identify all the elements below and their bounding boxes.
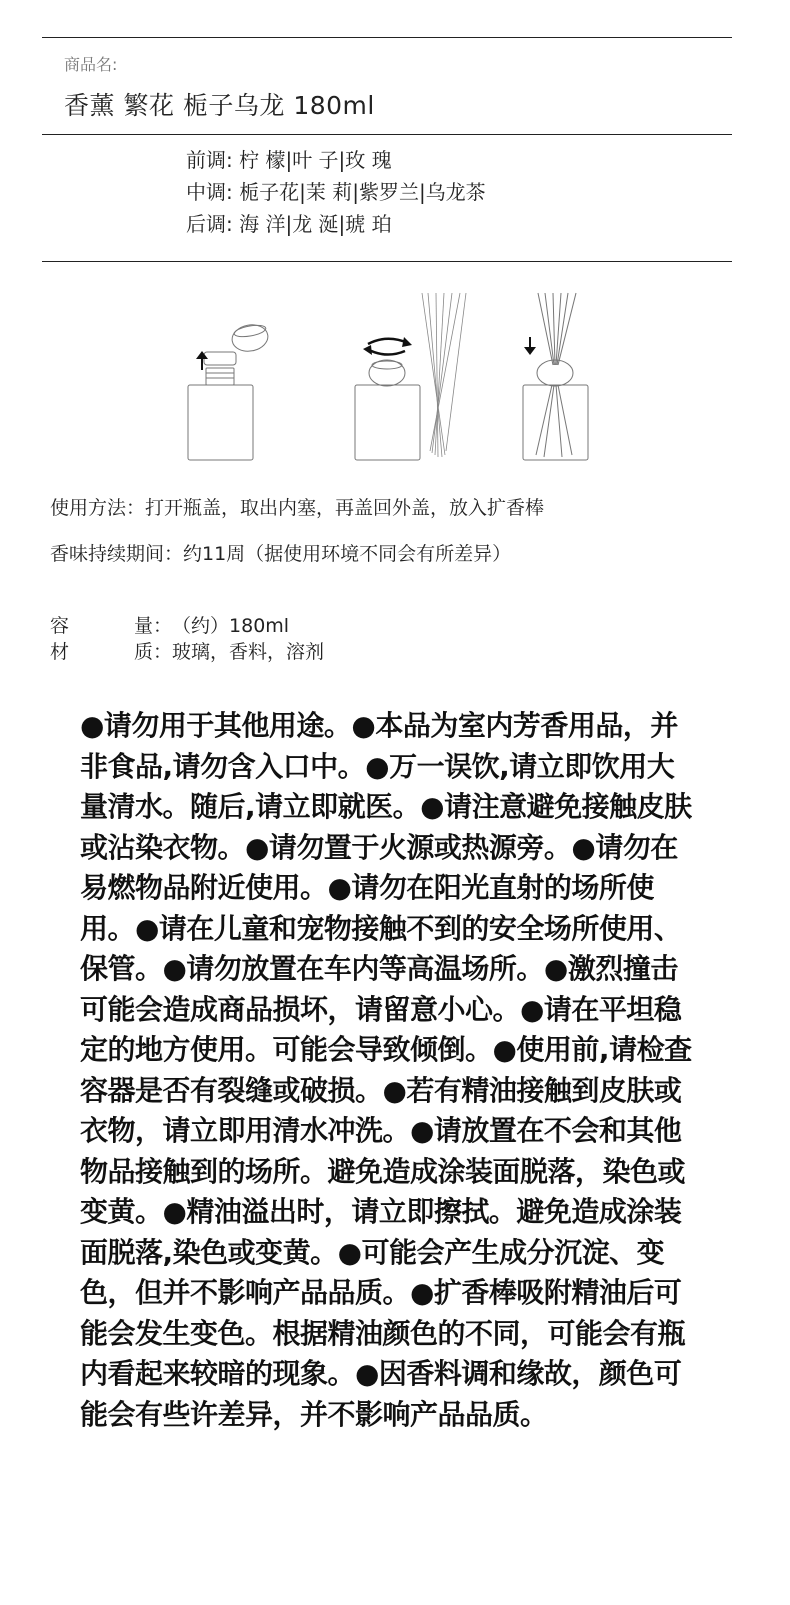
step-insert-reeds [523,293,588,460]
base-note-value: 海 洋|龙 涎|琥 珀 [239,212,392,236]
notes-divider [42,261,732,262]
product-name-label: 商品名: [64,55,118,74]
spec-material-value: 玻璃，香料，溶剂 [172,641,325,663]
middle-note-label: 中调: [186,180,233,204]
base-note [186,208,486,240]
usage-instructions: 使用方法：打开瓶盖，取出内塞，再盖回外盖，放入扩香棒 [50,497,545,519]
middle-note-value: 栀子花|茉 莉|紫罗兰|乌龙茶 [239,180,486,204]
scent-duration: 香味持续期间：约11周（据使用环境不同会有所差异） [50,543,512,565]
up-arrow-icon [196,351,208,370]
down-arrow-icon [524,337,536,355]
spec-capacity [50,611,289,638]
step-open-cap [188,322,270,460]
spec-capacity-value: （约）180ml [172,615,290,637]
product-name: 香薰 繁花 栀子乌龙 180ml [64,91,375,120]
top-note-label: 前调: [186,148,233,172]
middle-note [186,176,486,208]
step-replace-cap [355,360,420,460]
spec-capacity-key: 容 [50,615,70,637]
name-divider [42,134,732,135]
spec-material-key-2: 质： [134,641,173,663]
fragrance-notes [186,144,486,240]
spec-capacity-key-2: 量： [134,615,173,637]
rotate-icon [363,337,412,355]
top-note [186,144,486,176]
reed-sticks [422,293,466,457]
base-note-label: 后调: [186,212,233,236]
spec-material-key: 材 [50,641,70,663]
spec-material [50,637,324,664]
safety-warnings: ●请勿用于其他用途。●本品为室内芳香用品，并非食品,请勿含入口中。●万一误饮,请立即饮用大量清水。随后,请立即就医。●请注意避免接触皮肤或沾染衣物。●请勿置于火源或热源旁。●请勿在易燃物品附近使用。●请勿在阳光直射的场所使用。●请在儿童和宠物接触不到的安全场所使用、保管。●请勿放置在车内等高温场所。●激烈撞击可能会造成商品损坏，请留意小心。●请在平坦稳定的地方使用。可能会导致倾倒。●使用前,请检查容器是否有裂缝或破损。●若有精油接触到皮肤或衣物，请立即用清水冲洗。●请放置在不会和其他物品接触到的场所。避免造成涂装面脱落，染色或变黄。●精油溢出时，请立即擦拭。避免造成涂装面脱落,染色或变黄。●可能会产生成分沉淀、变色，但并不影响产品品质。●扩香棒吸附精油后可能会发生变色。根据精油颜色的不同，可能会有瓶内看起来较暗的现象。●因香料调和缘故，颜色可能会有些许差异，并不影响产品品质。 [80,709,692,1431]
usage-illustration [160,285,620,475]
top-divider [42,37,732,38]
top-note-value: 柠 檬|叶 子|玫 瑰 [239,148,392,172]
